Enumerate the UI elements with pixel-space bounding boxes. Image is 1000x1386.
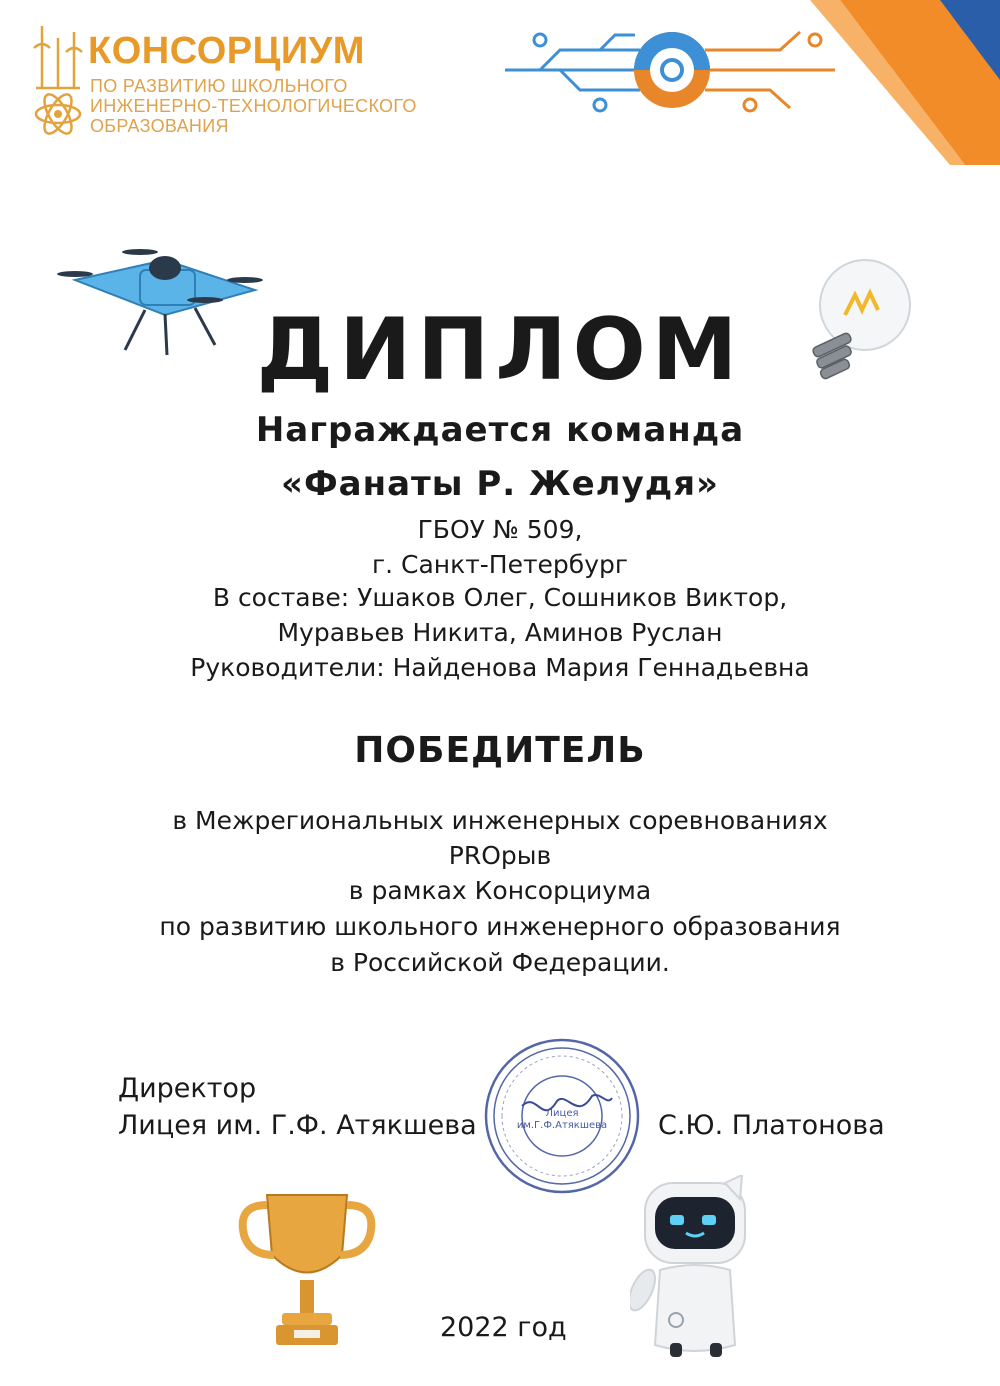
stamp — [482, 1036, 642, 1196]
description-line-1: в Межрегиональных инженерных соревнованиях — [172, 806, 828, 835]
year-text: 2022 год — [440, 1312, 567, 1343]
description-line-2: PROрыв — [448, 841, 552, 870]
signer-name: С.Ю. Платонова — [658, 1110, 885, 1141]
school-text: ГБОУ № 509, — [417, 515, 583, 544]
city-text: г. Санкт-Петербург — [371, 550, 629, 579]
winner-title: ПОБЕДИТЕЛЬ — [354, 730, 646, 771]
logo-title: КОНСОРЦИУМ — [88, 30, 365, 72]
description-line-3: в рамках Консорциума — [348, 876, 652, 905]
stamp-center-text: Лицея им.Г.Ф.Атякшева — [516, 1108, 608, 1131]
consortium-emblem-icon — [28, 18, 88, 136]
robot-icon — [630, 1175, 760, 1365]
members-line-2: Муравьев Никита, Аминов Руслан — [277, 618, 723, 647]
description-line-5: в Российской Федерации. — [330, 948, 670, 977]
awarded-text: Награждается команда — [255, 410, 745, 450]
trophy-icon — [232, 1185, 382, 1355]
corner-decoration-icon — [780, 0, 1000, 165]
members-line-1: В составе: Ушаков Олег, Сошников Виктор, — [212, 583, 788, 612]
logo-subtitle-line-2: ИНЖЕНЕРНО-ТЕХНОЛОГИЧЕСКОГО — [90, 96, 417, 116]
logo-subtitle-line-1: ПО РАЗВИТИЮ ШКОЛЬНОГО — [90, 76, 348, 96]
team-name: «Фанаты Р. Желудя» — [280, 464, 720, 504]
logo-subtitle-line-3: ОБРАЗОВАНИЯ — [90, 116, 229, 136]
signer-position-line-1: Директор — [118, 1073, 257, 1104]
diploma-title: ДИПЛОМ — [256, 300, 744, 400]
leaders-text: Руководители: Найденова Мария Геннадьевна — [190, 653, 810, 682]
description-line-4: по развитию школьного инженерного образования — [159, 912, 841, 941]
signer-position-line-2: Лицея им. Г.Ф. Атякшева — [118, 1110, 477, 1141]
